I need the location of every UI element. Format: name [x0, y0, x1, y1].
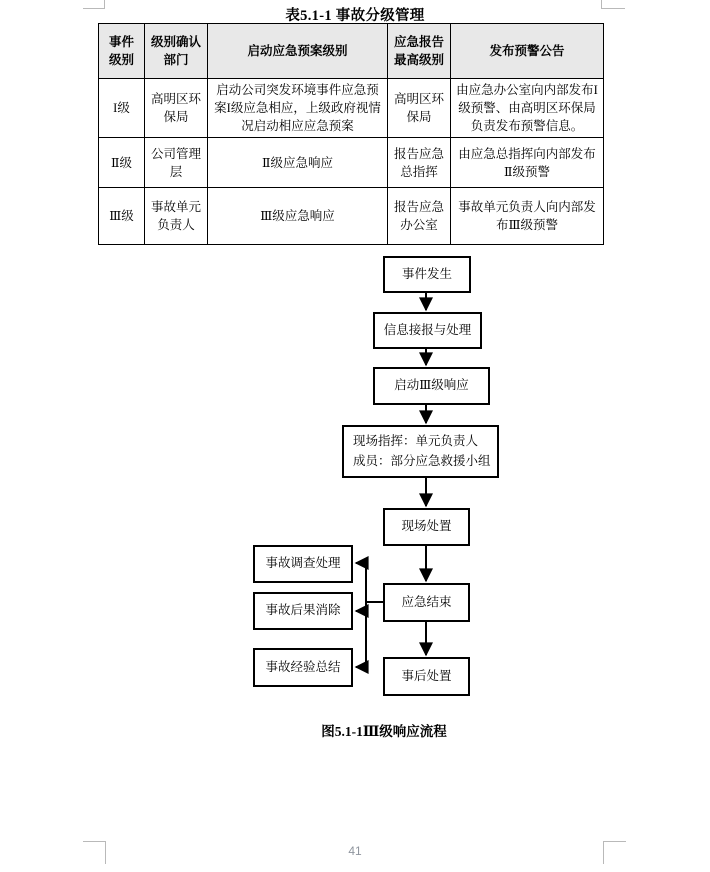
table-cell: 高明区环保局	[388, 79, 451, 138]
header-cell: 级别确认部门	[145, 24, 208, 79]
table-row	[99, 79, 604, 138]
flow-node-label: 事后处置	[401, 668, 452, 683]
flow-node-onsite-disposal	[383, 508, 470, 546]
flow-node-label: 现场处置	[401, 519, 452, 534]
flow-node-onsite-command	[342, 425, 499, 478]
flow-node-label: 事故经验总结	[265, 659, 341, 674]
table-cell: Ⅲ级	[99, 188, 145, 245]
flow-node-label: 应急结束	[401, 594, 452, 609]
flow-node-post-disposal	[383, 657, 470, 696]
flow-node-investigation	[253, 545, 353, 583]
table-cell: I级	[99, 79, 145, 138]
table-cell: 启动公司突发环境事件应急预案I级应急相应，上级政府视情况启动相应应急预案	[208, 79, 388, 138]
table-cell: 由应急办公室向内部发布I级预警、由高明区环保局负责发布预警信息。	[451, 79, 604, 138]
table-cell: 事故单元负责人向内部发布Ⅲ级预警	[451, 188, 604, 245]
flow-node-info-handle	[373, 312, 482, 349]
table-title: 表5.1-1 事故分级管理	[285, 8, 425, 24]
table-cell: 公司管理层	[145, 138, 208, 188]
table-cell: 报告应急总指挥	[388, 138, 451, 188]
flow-node-label: 启动Ⅲ级响应	[394, 378, 469, 393]
table-cell: 高明区环保局	[145, 79, 208, 138]
header-cell: 应急报告最高级别	[388, 24, 451, 79]
table-cell: 由应急总指挥向内部发布Ⅱ级预警	[451, 138, 604, 188]
flow-node-label: 现场指挥：单元负责人	[353, 434, 479, 449]
flow-node-label: 信息接报与处理	[383, 322, 472, 337]
header-cell: 启动应急预案级别	[208, 24, 388, 79]
flow-node-event-occur	[383, 256, 471, 293]
flow-node-label: 事故调查处理	[265, 556, 341, 571]
table-cell: 事故单元负责人	[145, 188, 208, 245]
flow-node-label: 成员：部分应急救援小组	[353, 453, 491, 468]
page-number: 41	[348, 844, 362, 858]
table-cell: Ⅲ级应急响应	[208, 188, 388, 245]
table-header-row	[99, 24, 604, 79]
flow-node-label: 事件发生	[401, 266, 452, 281]
table-cell: Ⅱ级应急响应	[208, 138, 388, 188]
flow-node-experience-summary	[253, 648, 353, 687]
flow-node-emergency-end	[383, 583, 470, 622]
table-cell: 报告应急办公室	[388, 188, 451, 245]
accident-grade-table	[98, 23, 604, 245]
table-row	[99, 188, 604, 245]
flow-node-start-level3	[373, 367, 490, 405]
figure-caption: 图5.1-1Ⅲ级响应流程	[321, 724, 447, 739]
table-row	[99, 138, 604, 188]
table-cell: Ⅱ级	[99, 138, 145, 188]
flow-node-label: 事故后果消除	[265, 603, 341, 618]
header-cell: 事件级别	[99, 24, 145, 79]
header-cell: 发布预警公告	[451, 24, 604, 79]
flow-node-consequence-elimination	[253, 592, 353, 630]
